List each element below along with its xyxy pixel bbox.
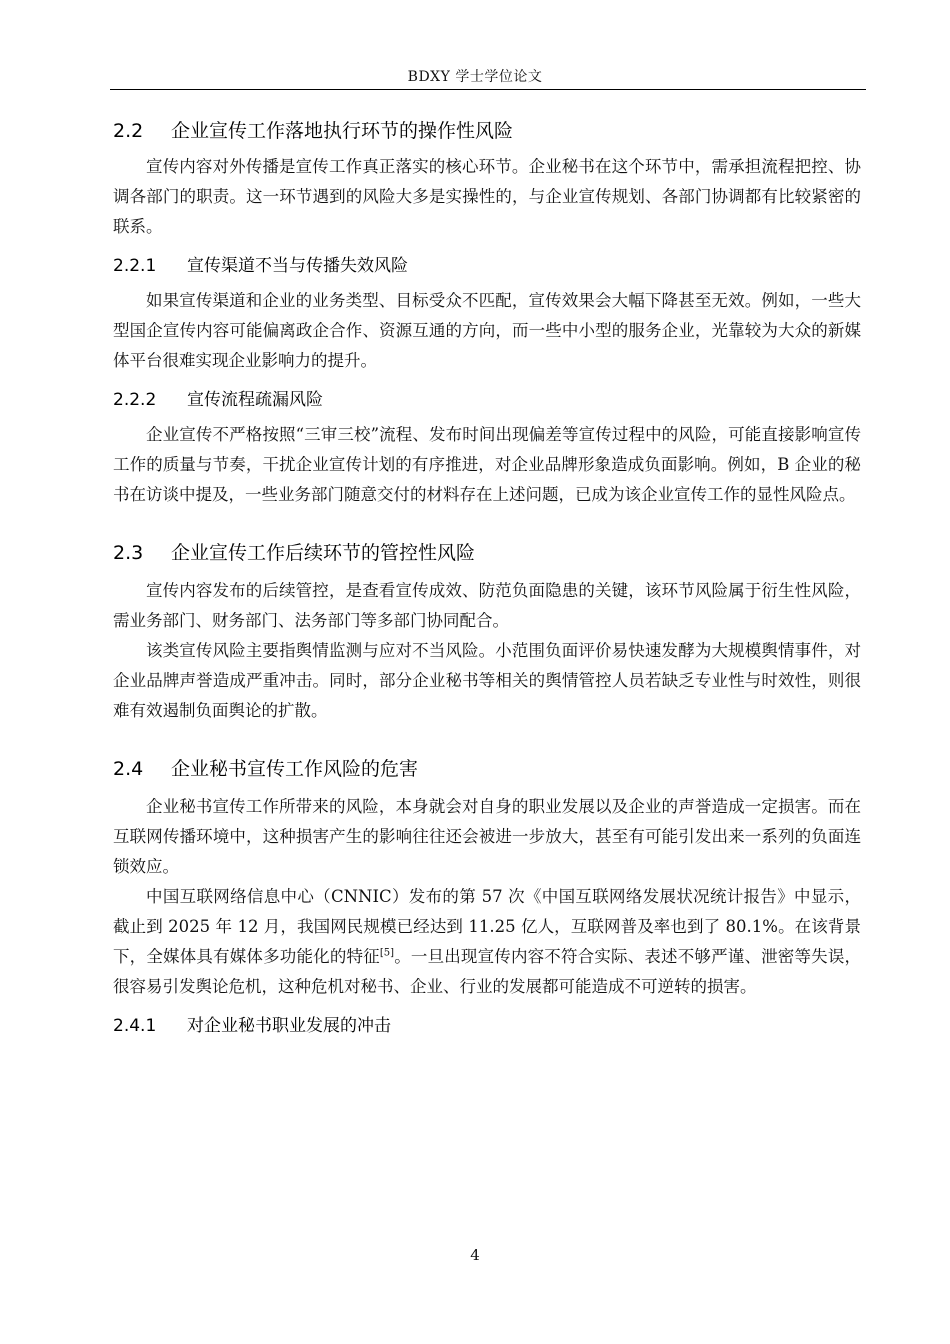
section-heading-2-3 xyxy=(113,540,861,566)
section-number: 2.2 xyxy=(113,120,144,142)
section-heading-2-2-1 xyxy=(113,254,861,278)
section-heading-2-4-1 xyxy=(113,1014,861,1038)
section-heading-2-2 xyxy=(113,118,861,144)
section-number: 2.4 xyxy=(113,758,144,780)
section-number: 2.4.1 xyxy=(113,1016,157,1036)
page-number: 4 xyxy=(470,1246,480,1264)
header-rule xyxy=(110,89,866,90)
section-title: 企业宣传工作落地执行环节的操作性风险 xyxy=(171,120,514,142)
paragraph-text: 。一旦出现宣传内容不符合实际、表述不够严谨、泄密等失误，很容易引发舆论危机，这种危机对秘书、企业、行业的发展都可能造成不可逆转的损害。 xyxy=(113,947,862,996)
section-title: 企业宣传工作后续环节的管控性风险 xyxy=(171,542,476,564)
paragraph: 该类宣传风险主要指舆情监测与应对不当风险。小范围负面评价易快速发酵为大规模舆情事件，对企业品牌声誉造成严重冲击。同时，部分企业秘书等相关的舆情管控人员若缺乏专业性与时效性，则很难有效遏制负面舆论的扩散。 xyxy=(113,641,861,720)
running-header: BDXY 学士学位论文 xyxy=(407,69,543,85)
section-number: 2.3 xyxy=(113,542,144,564)
page-body xyxy=(113,112,861,1038)
section-title: 宣传流程疏漏风险 xyxy=(187,390,323,410)
section-number: 2.2.2 xyxy=(113,390,157,410)
section-heading-2-4 xyxy=(113,756,861,782)
section-title: 对企业秘书职业发展的冲击 xyxy=(187,1016,391,1036)
paragraph: 宣传内容对外传播是宣传工作真正落实的核心环节。企业秘书在这个环节中，需承担流程把控、协调各部门的职责。这一环节遇到的风险大多是实操性的，与企业宣传规划、各部门协调都有比较紧密的联系。 xyxy=(113,157,861,236)
section-title: 宣传渠道不当与传播失效风险 xyxy=(187,256,408,276)
paragraph: 企业秘书宣传工作所带来的风险，本身就会对自身的职业发展以及企业的声誉造成一定损害。而在互联网传播环境中，这种损害产生的影响往往还会被进一步放大，甚至有可能引发出来一系列的负面连锁效应。 xyxy=(113,797,861,876)
section-title: 企业秘书宣传工作风险的危害 xyxy=(171,758,419,780)
citation-ref: [5] xyxy=(379,947,395,959)
paragraph: 企业宣传不严格按照“三审三校”流程、发布时间出现偏差等宣传过程中的风险，可能直接影响宣传工作的质量与节奏，干扰企业宣传计划的有序推进，对企业品牌形象造成负面影响。例如，B 企业的秘书在访谈中提及，一些业务部门随意交付的材料存在上述问题，已成为该企业宣传工作的显性风险点。 xyxy=(113,425,861,504)
paragraph: 如果宣传渠道和企业的业务类型、目标受众不匹配，宣传效果会大幅下降甚至无效。例如，一些大型国企宣传内容可能偏离政企合作、资源互通的方向，而一些中小型的服务企业，光靠较为大众的新媒体平台很难实现企业影响力的提升。 xyxy=(113,291,861,370)
section-heading-2-2-2 xyxy=(113,388,861,412)
section-number: 2.2.1 xyxy=(113,256,157,276)
paragraph xyxy=(113,882,861,1002)
paragraph-text: 中国互联网络信息中心（CNNIC）发布的第 57 次《中国互联网络发展状况统计报告》中显示，截止到 2025 年 12 月，我国网民规模已经达到 11.25 亿人，互联网普及率也到了 80.1%。在该背景下，全媒体具有媒体多功能化的特征 xyxy=(113,887,861,966)
paragraph: 宣传内容发布的后续管控，是查看宣传成效、防范负面隐患的关键，该环节风险属于衍生性风险，需业务部门、财务部门、法务部门等多部门协同配合。 xyxy=(113,581,861,630)
